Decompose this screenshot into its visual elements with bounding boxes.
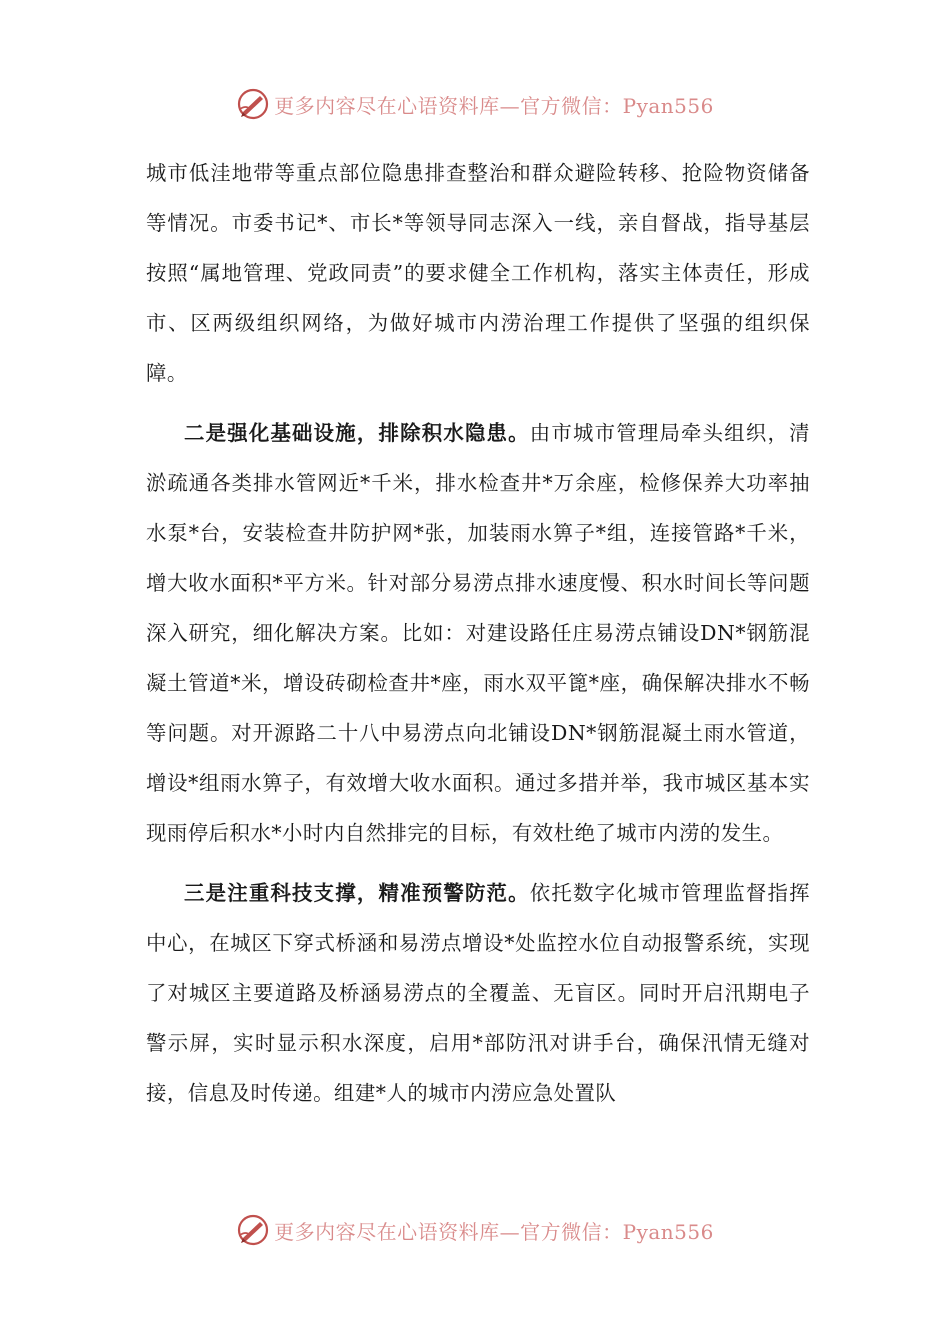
footer-watermark-banner <box>0 1210 950 1250</box>
header-watermark-banner <box>0 84 950 124</box>
paragraph-text: 由市城市管理局牵头组织，清淤疏通各类排水管网近*千米，排水检查井*万余座，检修保养大功率抽水泵*台，安装检查井防护网*张，加装雨水箅子*组，连接管路*千米，增大收水面积*平方米。针对部分易涝点排水速度慢、积水时间长等问题深入研究，细化解决方案。比如：对建设路任庄易涝点铺设DN*钢筋混凝土管道*米，增设砖砌检查井*座，雨水双平篦*座，确保解决排水不畅等问题。对开源路二十八中易涝点向北铺设DN*钢筋混凝土雨水管道，增设*组雨水箅子，有效增大收水面积。通过多措并举，我市城区基本实现雨停后积水*小时内自然排完的目标，有效杜绝了城市内涝的发生。 <box>146 421 811 845</box>
paragraph-infrastructure <box>146 408 810 858</box>
paragraph-heading: 三是注重科技支撑，精准预警防范。 <box>184 881 530 905</box>
watermark-text: 更多内容尽在心语资料库—官方微信：Pyan556 <box>274 93 714 118</box>
paragraph-text: 依托数字化城市管理监督指挥中心，在城区下穿式桥涵和易涝点增设*处监控水位自动报警系统，实现了对城区主要道路及桥涵易涝点的全覆盖、无盲区。同时开启汛期电子警示屏，实时显示积水深度，启用*部防汛对讲手台，确保汛情无缝对接，信息及时传递。组建*人的城市内涝应急处置队 <box>146 881 811 1105</box>
document-body <box>146 148 810 1118</box>
paragraph-continued: 城市低洼地带等重点部位隐患排查整治和群众避险转移、抢险物资储备等情况。市委书记*、市长*等领导同志深入一线，亲自督战，指导基层按照“属地管理、党政同责”的要求健全工作机构，落实主体责任，形成市、区两级组织网络，为做好城市内涝治理工作提供了坚强的组织保障。 <box>146 161 810 385</box>
paragraph-technology <box>146 868 810 1118</box>
paragraph-heading: 二是强化基础设施，排除积水隐患。 <box>184 421 530 445</box>
pen-logo-icon <box>236 1213 270 1247</box>
pen-logo-icon <box>236 87 270 121</box>
watermark-text: 更多内容尽在心语资料库—官方微信：Pyan556 <box>274 1219 714 1244</box>
